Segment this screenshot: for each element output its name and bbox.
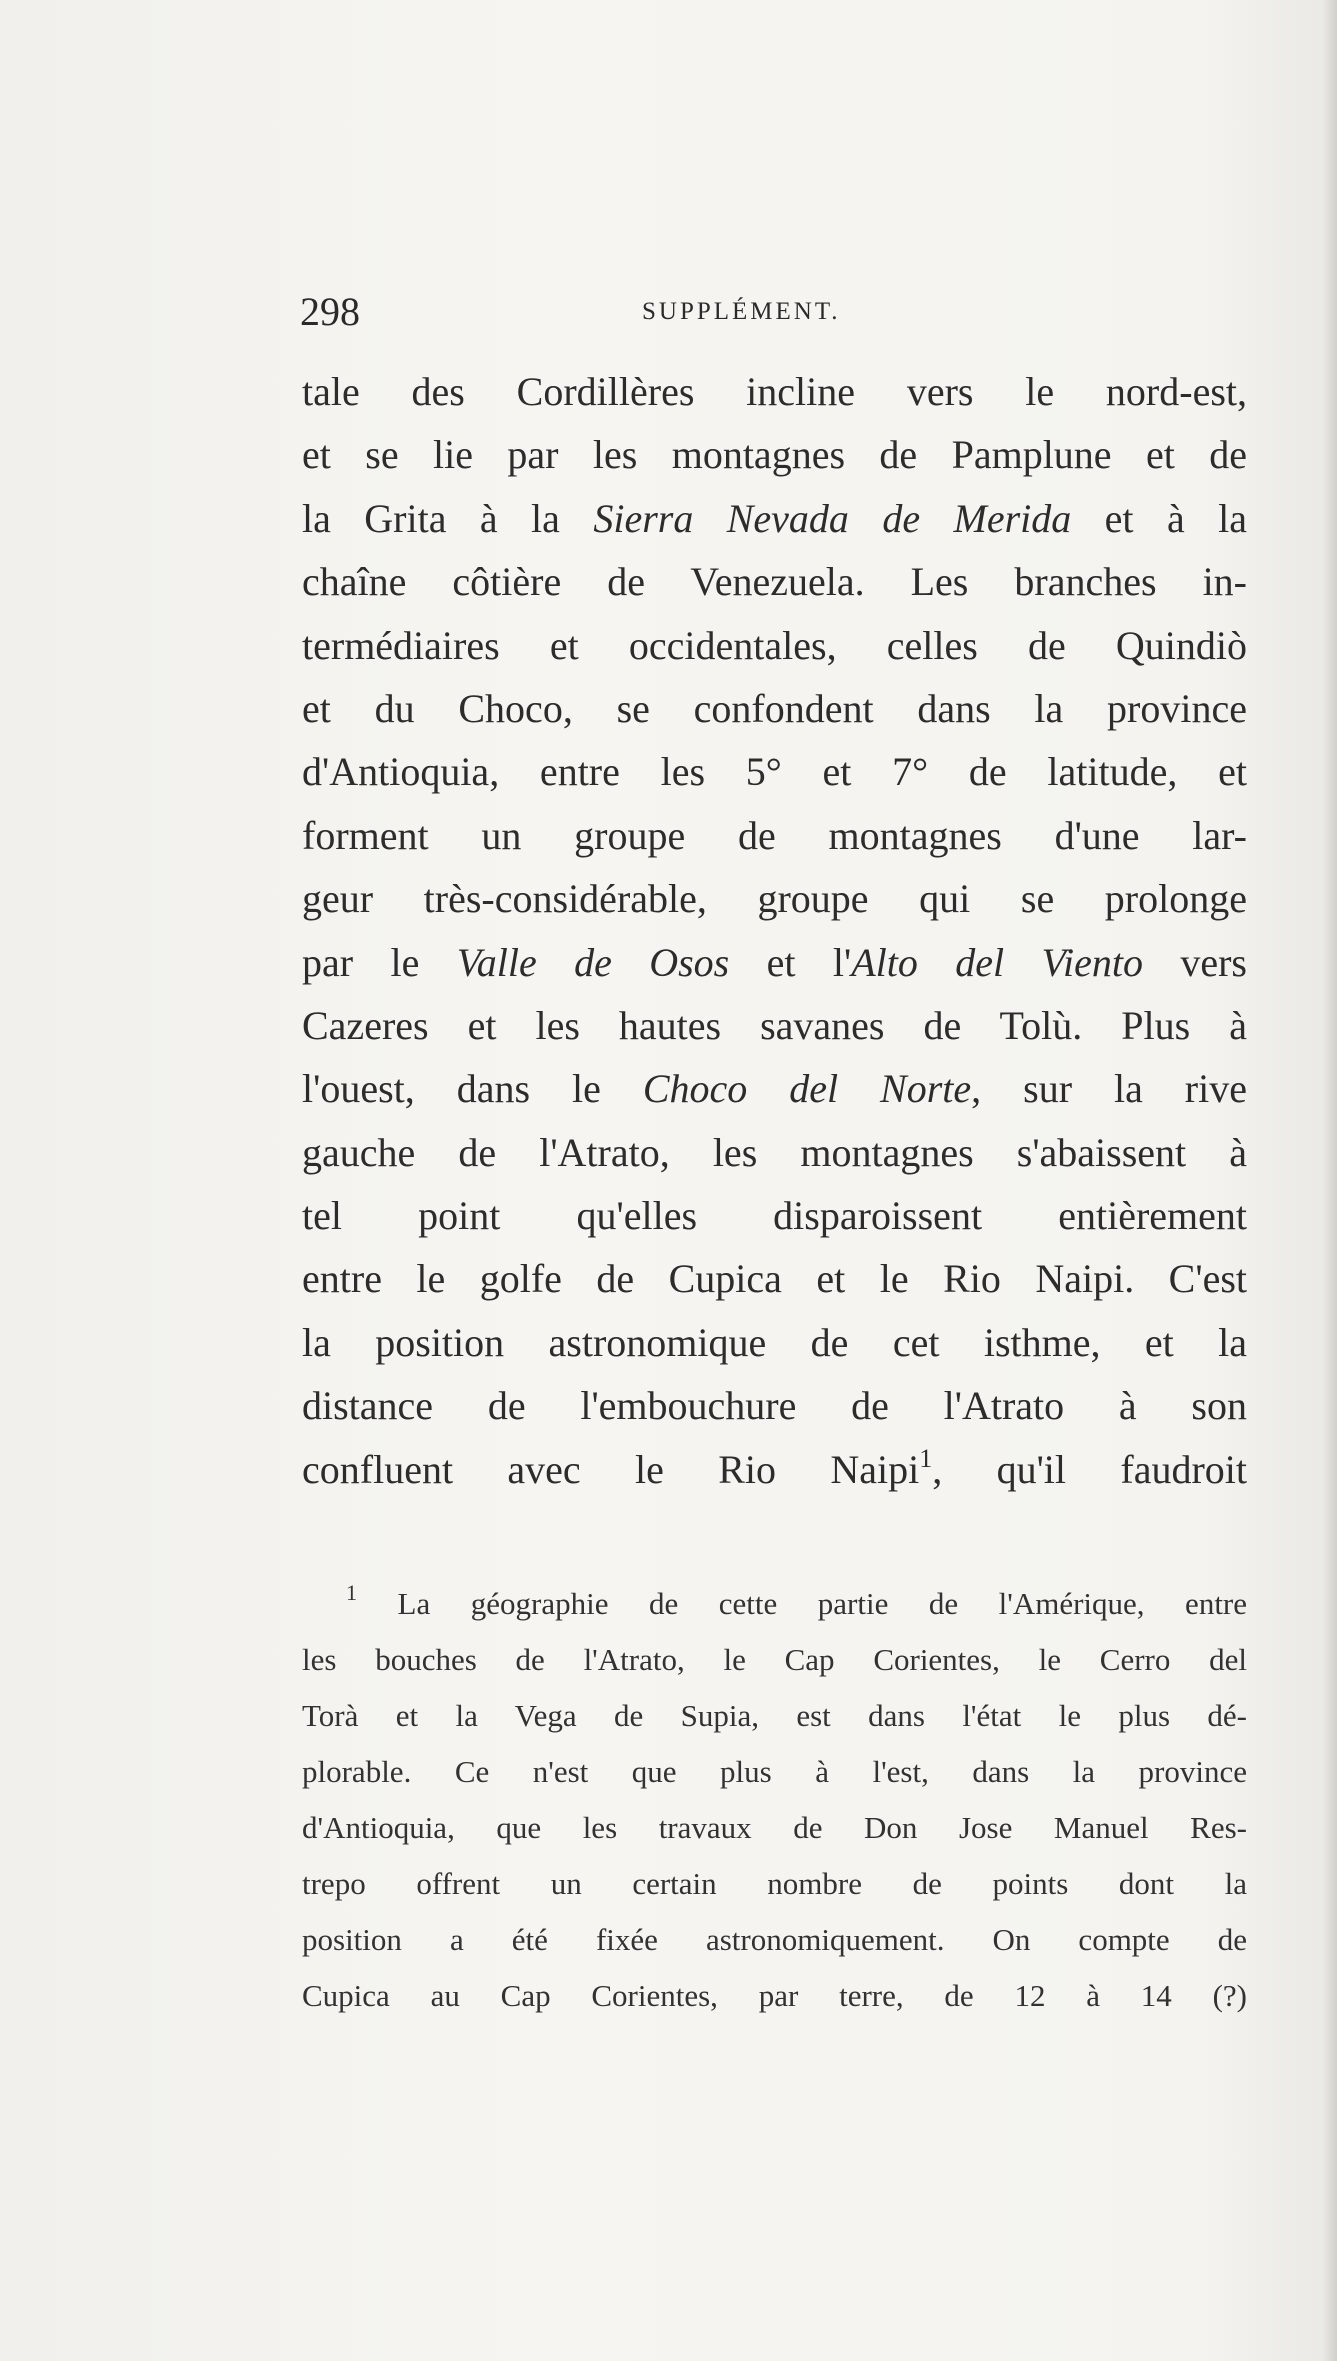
text-line: entre le golfe de Cupica et le Rio Naipi. C'est: [302, 1256, 1247, 1302]
footnote-line: position a été fixée astronomiquement. On compte de: [302, 1922, 1247, 1957]
footnote-line: d'Antioquia, que les travaux de Don Jose Manuel Res-: [302, 1810, 1247, 1845]
text-line: [302, 1057, 1247, 1120]
footnote-line: Torà et la Vega de Supia, est dans l'état le plus dé-: [302, 1698, 1247, 1733]
page-header: [300, 288, 1260, 336]
footnote-reference: 1: [919, 1443, 933, 1473]
text-line: et du Choco, se confondent dans la province: [302, 685, 1247, 731]
text-line: [302, 1438, 1247, 1501]
text-span: et l': [729, 939, 852, 985]
footnote-line: les bouches de l'Atrato, le Cap Corientes, le Cerro del: [302, 1642, 1247, 1677]
text-span: , qu'il faudroit: [932, 1446, 1248, 1492]
text-line: et se lie par les montagnes de Pamplune et de: [302, 432, 1247, 478]
italic-place-name: Choco del Norte: [642, 1066, 972, 1112]
main-text: [302, 360, 1247, 1501]
italic-place-name: Sierra Nevada de Merida: [593, 495, 1072, 541]
text-span: par le: [302, 939, 457, 985]
text-line: distance de l'embouchure de l'Atrato à son: [302, 1383, 1247, 1429]
footnote: [302, 1576, 1247, 2024]
running-head: SUPPLÉMENT.: [642, 298, 841, 325]
text-line: chaîne côtière de Venezuela. Les branches in-: [302, 559, 1247, 605]
text-line: geur très-considérable, groupe qui se prolonge: [302, 876, 1247, 922]
italic-place-name: Valle de Osos: [456, 939, 730, 985]
text-line: [302, 487, 1247, 550]
text-line: tel point qu'elles disparoissent entièrement: [302, 1193, 1247, 1239]
text-span: , sur la rive: [971, 1066, 1247, 1112]
text-line: la position astronomique de cet isthme, et la: [302, 1319, 1247, 1365]
italic-place-name: Alto del Viento: [851, 939, 1143, 985]
page-number: 298: [300, 289, 360, 334]
text-span: La géographie de cette partie de l'Amérique, entre: [397, 1586, 1248, 1621]
footnote-line: Cupica au Cap Corientes, par terre, de 12 à 14 (?): [302, 1978, 1247, 2013]
footnote-mark: 1: [346, 1580, 357, 1605]
text-span: et à la: [1071, 495, 1247, 541]
text-span: confluent avec le Rio Naipi: [302, 1446, 920, 1492]
text-span: la Grita à la: [302, 495, 594, 541]
text-line: forment un groupe de montagnes d'une lar-: [302, 812, 1247, 858]
text-line: [302, 931, 1247, 994]
text-line: tale des Cordillères incline vers le nord-est,: [302, 369, 1247, 414]
text-line: gauche de l'Atrato, les montagnes s'abaissent à: [302, 1129, 1247, 1175]
text-span: vers: [1142, 939, 1247, 985]
footnote-line: trepo offrent un certain nombre de points dont la: [302, 1866, 1247, 1901]
footnote-line: [302, 1576, 1247, 1632]
text-line: d'Antioquia, entre les 5° et 7° de latitude, et: [302, 749, 1247, 795]
text-line: termédiaires et occidentales, celles de Quindiò: [302, 622, 1247, 668]
page-edge-shadow: [1323, 0, 1337, 2361]
text-span: l'ouest, dans le: [302, 1066, 643, 1112]
footnote-line: plorable. Ce n'est que plus à l'est, dans la province: [302, 1754, 1247, 1789]
text-line: Cazeres et les hautes savanes de Tolù. Plus à: [302, 1002, 1247, 1048]
